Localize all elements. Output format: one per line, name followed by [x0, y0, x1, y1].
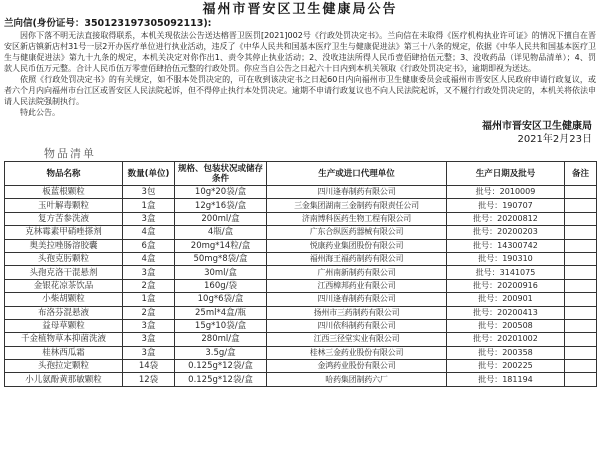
item-remarks	[565, 319, 597, 332]
item-manufacturer: 四川依科制药有限公司	[267, 319, 447, 332]
item-batch: 批号：3141075	[447, 266, 565, 279]
item-remarks	[565, 293, 597, 306]
item-name: 头孢拉定颗粒	[5, 360, 123, 373]
item-batch: 批号：20200203	[447, 226, 565, 239]
item-batch: 批号：200508	[447, 319, 565, 332]
item-name: 克林霉素甲硝唑搽剂	[5, 226, 123, 239]
item-manufacturer: 扬州市三药制药有限公司	[267, 306, 447, 319]
item-spec: 200ml/盒	[175, 212, 267, 225]
table-row	[5, 373, 597, 386]
item-quantity: 4盒	[123, 252, 175, 265]
column-header-manufacturer: 生产或进口代理单位	[267, 162, 447, 186]
item-name: 头孢克洛干混悬剂	[5, 266, 123, 279]
item-name: 小柴胡颗粒	[5, 293, 123, 306]
item-batch: 批号：190310	[447, 252, 565, 265]
item-batch: 批号：200358	[447, 346, 565, 359]
column-header-remarks: 备注	[565, 162, 597, 186]
table-row	[5, 226, 597, 239]
table-row	[5, 346, 597, 359]
table-row	[5, 360, 597, 373]
item-quantity: 1盒	[123, 199, 175, 212]
column-header-name: 物品名称	[5, 162, 123, 186]
item-name: 奥美拉唑肠溶胶囊	[5, 239, 123, 252]
item-remarks	[565, 346, 597, 359]
item-batch: 批号：20200812	[447, 212, 565, 225]
item-batch: 批号：20201002	[447, 333, 565, 346]
item-manufacturer: 济南博科医药生物工程有限公司	[267, 212, 447, 225]
item-manufacturer: 四川逢春制药有限公司	[267, 186, 447, 199]
item-batch: 批号：200225	[447, 360, 565, 373]
table-row	[5, 293, 597, 306]
column-header-batch: 生产日期及批号	[447, 162, 565, 186]
item-remarks	[565, 212, 597, 225]
item-batch: 批号：2010009	[447, 186, 565, 199]
item-spec: 50mg*8袋/盒	[175, 252, 267, 265]
item-manufacturer: 桂林三金药业股份有限公司	[267, 346, 447, 359]
item-manufacturer: 金鸿药业股份有限公司	[267, 360, 447, 373]
table-row	[5, 333, 597, 346]
item-remarks	[565, 306, 597, 319]
item-name: 玉叶解毒颗粒	[5, 199, 123, 212]
item-manufacturer: 广东合纵医药器械有限公司	[267, 226, 447, 239]
item-quantity: 3包	[123, 186, 175, 199]
item-name: 头孢克肟颗粒	[5, 252, 123, 265]
item-remarks	[565, 266, 597, 279]
notice-title: 福州市晋安区卫生健康局公告	[202, 2, 398, 17]
item-spec: 10g*20袋/盒	[175, 186, 267, 199]
item-quantity: 3盒	[123, 346, 175, 359]
item-batch: 批号：200901	[447, 293, 565, 306]
item-manufacturer: 广州南新制药有限公司	[267, 266, 447, 279]
table-row	[5, 266, 597, 279]
table-row	[5, 319, 597, 332]
item-spec: 160g/袋	[175, 279, 267, 292]
notice-signature: 福州市晋安区卫生健康局	[482, 121, 592, 132]
item-remarks	[565, 186, 597, 199]
item-name: 布洛芬混悬液	[5, 306, 123, 319]
item-manufacturer: 四川逢春制药有限公司	[267, 293, 447, 306]
item-spec: 0.125g*12袋/盒	[175, 360, 267, 373]
item-batch: 批号：20200413	[447, 306, 565, 319]
column-header-quantity: 数量(单位)	[123, 162, 175, 186]
table-row	[5, 239, 597, 252]
notice-addressee: 兰向信(身份证号：35012319730509​2113):	[4, 18, 212, 29]
item-name: 千金植物草本抑菌洗液	[5, 333, 123, 346]
item-remarks	[565, 360, 597, 373]
item-remarks	[565, 333, 597, 346]
item-quantity: 6盒	[123, 239, 175, 252]
item-remarks	[565, 239, 597, 252]
table-row	[5, 212, 597, 225]
item-spec: 20mg*14粒/盒	[175, 239, 267, 252]
item-list-table	[4, 161, 597, 387]
item-batch: 批号：190707	[447, 199, 565, 212]
item-list-title: 物品清单	[44, 147, 96, 160]
item-quantity: 4盒	[123, 226, 175, 239]
item-spec: 3.5g/盒	[175, 346, 267, 359]
item-spec: 12g*16袋/盒	[175, 199, 267, 212]
item-batch: 批号：14300742	[447, 239, 565, 252]
table-row	[5, 199, 597, 212]
item-quantity: 14袋	[123, 360, 175, 373]
table-row	[5, 186, 597, 199]
item-batch: 批号：20200916	[447, 279, 565, 292]
notice-paragraph: 依照《行政处罚决定书》的有关规定，如不服本处罚决定的，可在收到该决定书之日起60日内向福州市卫生健康委员会或福州市晋安区人民政府申请行政复议，或者六个月内向福州市台江区或晋安区人民法院起诉，但不得停止执行本处罚决定。逾期不申请行政复议也不向人民法院起诉，又不履行行政处罚决定的，本机关将依法申请人民法院强制执行。	[4, 75, 596, 106]
item-name: 金银花凉茶饮品	[5, 279, 123, 292]
item-name: 桂林西瓜霜	[5, 346, 123, 359]
item-remarks	[565, 373, 597, 386]
item-quantity: 3盒	[123, 333, 175, 346]
item-name: 益母草颗粒	[5, 319, 123, 332]
item-quantity: 12袋	[123, 373, 175, 386]
item-list-body	[5, 186, 597, 387]
item-spec: 10g*6袋/盒	[175, 293, 267, 306]
notice-paragraph: 特此公告。	[20, 108, 60, 117]
item-spec: 280ml/盒	[175, 333, 267, 346]
item-quantity: 2盒	[123, 306, 175, 319]
table-row	[5, 306, 597, 319]
table-row	[5, 252, 597, 265]
item-remarks	[565, 226, 597, 239]
item-spec: 15g*10袋/盒	[175, 319, 267, 332]
item-remarks	[565, 279, 597, 292]
item-quantity: 1盒	[123, 293, 175, 306]
item-manufacturer: 江西樟邦药业有限公司	[267, 279, 447, 292]
item-batch: 批号：181194	[447, 373, 565, 386]
item-spec: 25ml*4盒/瓶	[175, 306, 267, 319]
item-name: 复方苦参洗液	[5, 212, 123, 225]
column-header-spec: 规格、包装状况或储存条件	[175, 162, 267, 186]
table-header-row	[5, 162, 597, 186]
item-manufacturer: 三金集团湖南三金制药有限责任公司	[267, 199, 447, 212]
item-remarks	[565, 199, 597, 212]
item-name: 板蓝根颗粒	[5, 186, 123, 199]
item-quantity: 2盒	[123, 279, 175, 292]
item-quantity: 3盒	[123, 319, 175, 332]
notice-paragraph: 因你下落不明无法直接取得联系，本机关现依法公告送达榕晋卫医罚[2021]002号《行政处罚决定书》。兰向信在未取得《医疗机构执业许可证》的情况下擅自在晋安区新店镇新店村31号一层2开办医疗单位进行执业活动，违反了《中华人民共和国基本医疗卫生与健康促进法》第三十八条的规定，依据《中华人民共和国基本医疗卫生与健康促进法》第九十九条的规定，本机关决定对你作出1、责令其停止执业活动；2、没收违法所得人民币壹佰肆拾伍元整；3、没收药品（详见物品清单）；4、罚款人民币伍万元整。合计人民币伍万零壹佰肆拾伍元整的行政处罚。你应当自公告之日起六十日内到本机关领取《行政处罚决定书》，逾期即视为送达。	[4, 31, 596, 73]
item-quantity: 3盒	[123, 266, 175, 279]
item-name: 小儿氨酚黄那敏颗粒	[5, 373, 123, 386]
item-manufacturer: 福州海王福药制药有限公司	[267, 252, 447, 265]
notice-date: 2021年2月23日	[517, 134, 592, 145]
item-manufacturer: 哈药集团制药六厂	[267, 373, 447, 386]
item-spec: 30ml/盒	[175, 266, 267, 279]
item-spec: 0.125g*12袋/盒	[175, 373, 267, 386]
item-quantity: 3盒	[123, 212, 175, 225]
table-row	[5, 279, 597, 292]
item-remarks	[565, 252, 597, 265]
item-manufacturer: 悦康药业集团股份有限公司	[267, 239, 447, 252]
item-spec: 4瓶/盒	[175, 226, 267, 239]
item-manufacturer: 江西三径堂实业有限公司	[267, 333, 447, 346]
